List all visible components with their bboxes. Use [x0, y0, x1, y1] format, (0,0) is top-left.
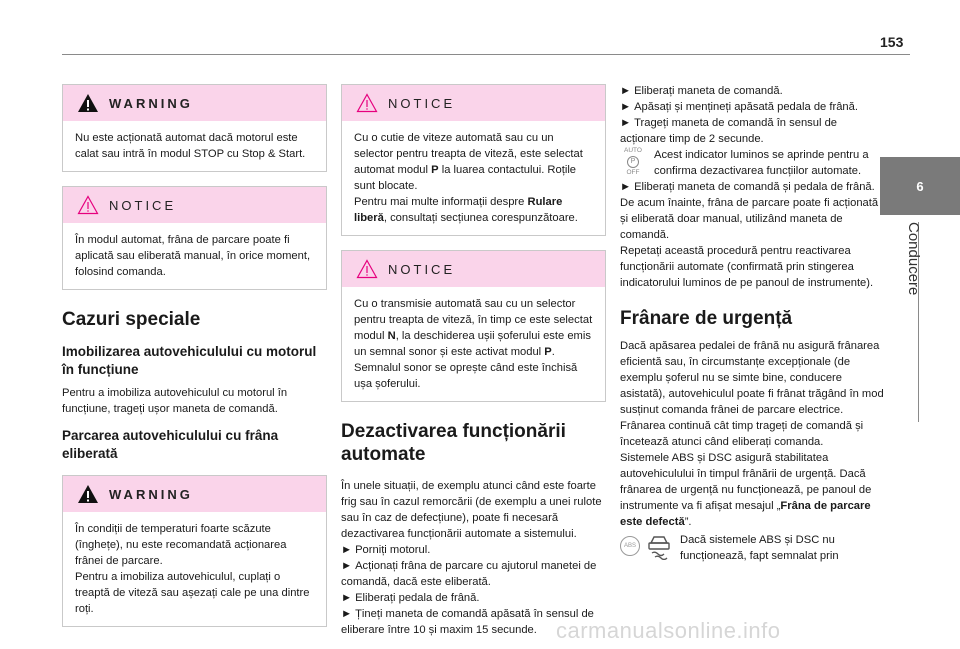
- notice-box-header: [63, 187, 326, 223]
- warning-icon: [77, 484, 99, 504]
- warning-title: WARNING: [109, 95, 193, 111]
- notice-text-more: Pentru mai multe informații despre Rulare liberă, consultați secțiunea corespunzătoare.: [354, 196, 578, 224]
- warning-text: Nu este acționată automat dacă motorul este calat sau intră în modul STOP cu Stop & Start.: [75, 132, 306, 160]
- subheading-immobilize: Imobilizarea autovehiculului cu motorul în funcțiune: [62, 344, 317, 377]
- subheading-parking: Parcarea autovehiculului cu frâna eliberată: [62, 428, 279, 461]
- warning-box-2: [62, 475, 327, 627]
- notice-box-header: [342, 251, 605, 287]
- abs-icon: ABS: [620, 536, 640, 556]
- text-abs-fail: Dacă sistemele ABS și DSC nu funcționează, fapt semnalat prin: [680, 534, 839, 562]
- notice-box-2: [341, 84, 606, 236]
- page-number: 153: [880, 34, 904, 50]
- heading-emergency: Frânare de urgență: [620, 308, 793, 329]
- notice-title: NOTICE: [388, 261, 456, 277]
- step-release-both: ► Eliberați maneta de comandă și pedala de frână.: [620, 181, 875, 193]
- warning-title: WARNING: [109, 486, 193, 502]
- indicator-row: [620, 147, 885, 179]
- top-rule: [62, 54, 910, 55]
- notice-title: NOTICE: [388, 95, 456, 111]
- notice-box-3: [341, 250, 606, 402]
- text-abs: Sistemele ABS și DSC asigură stabilitatea autovehiculului în timpul frânării de urgență. Dacă frânarea de urgență nu funcționează, pe panoul de instrumente va fi afișat mesajul „Frâna de parcare este defectă”.: [620, 452, 872, 528]
- step-release-control: ► Eliberați maneta de comandă.: [620, 85, 783, 97]
- text-intro: În unele situații, de exemplu atunci când este foarte frig sau în cazul remorcării (de exemplu a unei rulote sau în caz de defecțiune), poate fi necesară dezactivarea funcționării automate a sistemului.: [341, 480, 602, 540]
- column-1: [62, 84, 327, 641]
- indicator-text: Acest indicator luminos se aprinde pentru a confirma dezactivarea funcțiilor automate.: [654, 149, 869, 177]
- auto-off-indicator-icon: AUTO P OFF: [624, 147, 642, 176]
- warning-box-header: [63, 85, 326, 121]
- chapter-title: Conducere: [905, 222, 922, 296]
- heading-deactivate: Dezactivarea funcționării automate: [341, 421, 566, 465]
- notice-title: NOTICE: [109, 197, 177, 213]
- notice-text: Cu o transmisie automată sau cu un selector pentru treapta de viteză, în timp ce este selectat modul N, la deschiderea ușii șoferului este emis un semnal sonor și este activat modul P. Semnalul sonor se oprește când este închisă ușa șoferului.: [354, 298, 593, 390]
- dsc-car-skid-icon: [646, 532, 672, 560]
- step-release-pedal: ► Eliberați pedala de frână.: [341, 592, 480, 604]
- step-pull-control: ► Trageți maneta de comandă în sensul de acționare timp de 2 secunde.: [620, 117, 838, 145]
- step-press-pedal: ► Apăsați și mențineți apăsată pedala de frână.: [620, 101, 858, 113]
- text-immobilize: Pentru a imobiliza autovehiculul cu motorul în funcțiune, trageți ușor maneta de comandă.: [62, 387, 288, 415]
- warning-box-1: [62, 84, 327, 172]
- notice-icon: [356, 259, 378, 279]
- notice-icon: [77, 195, 99, 215]
- text-manual: De acum înainte, frâna de parcare poate fi acționată și eliberată doar manual, utilizând maneta de comandă.: [620, 197, 879, 241]
- notice-box-header: [342, 85, 605, 121]
- warning-text-2: Pentru a imobiliza autovehiculul, cuplați o treaptă de viteză sau așezați cale pe una dintre roți.: [75, 571, 310, 615]
- step-apply-brake: ► Acționați frâna de parcare cu ajutorul manetei de comandă, dacă este eliberată.: [341, 560, 597, 588]
- column-2: [341, 84, 606, 638]
- step-start-engine: ► Porniți motorul.: [341, 544, 431, 556]
- heading-special-cases: Cazuri speciale: [62, 309, 201, 330]
- warning-text-1: În condiții de temperaturi foarte scăzute (înghețe), nu este recomandată acționarea frânei de parcare.: [75, 523, 287, 567]
- warning-box-header: [63, 476, 326, 512]
- watermark: carmanualsonline.info: [556, 618, 781, 643]
- abs-row: [620, 532, 885, 564]
- notice-icon: [356, 93, 378, 113]
- abs-icons: [620, 532, 672, 560]
- column-3: [620, 83, 885, 564]
- chapter-tab[interactable]: [880, 157, 960, 215]
- notice-text: Cu o cutie de viteze automată sau cu un selector pentru treapta de viteză, este selectat automat modul P la luarea contactului. Roțile sunt blocate.: [354, 132, 583, 192]
- warning-icon: [77, 93, 99, 113]
- chapter-number: 6: [916, 178, 924, 194]
- notice-box-1: [62, 186, 327, 290]
- notice-text: În modul automat, frâna de parcare poate fi aplicată sau eliberată manual, în orice moment, folosind comanda.: [75, 234, 311, 278]
- step-hold-control: ► Țineți maneta de comandă apăsată în sensul de eliberare între 10 și maxim 15 secunde.: [341, 608, 594, 636]
- text-repeat: Repetați această procedură pentru reactivarea funcționării automate (confirmată prin stingerea indicatorului luminos de pe panoul de instrumente).: [620, 245, 874, 289]
- text-emergency: Dacă apăsarea pedalei de frână nu asigură frânarea eficientă sau, în circumstanțe excepționale (de exemplu șoferul nu se simte bine, conducere asistată), autovehiculul poate fi frânat trăgând în mod susținut comanda frânei de parcare electrice. Frânarea continuă cât timp trageți de comandă și încetează atunci când eliberați comanda.: [620, 340, 884, 448]
